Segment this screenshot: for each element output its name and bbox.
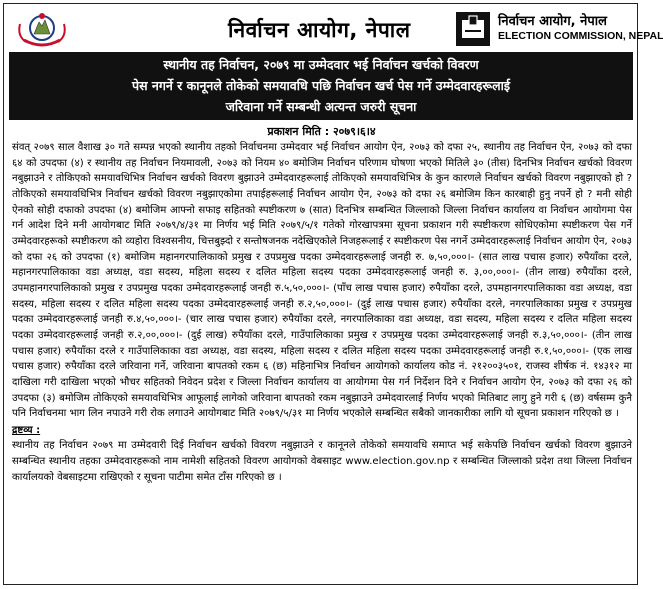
banner-line-1: स्थानीय तह निर्वाचन, २०७९ मा उम्मेदवार भई निर्वाचन खर्चको विवरण	[163, 57, 479, 72]
nepal-emblem-icon	[14, 10, 70, 50]
election-commission-logo-icon	[456, 12, 490, 46]
notice-body	[12, 140, 632, 485]
banner-line-3: जरिवाना गर्ने सम्बन्धी अत्यन्त जरुरी सूचना	[225, 99, 417, 114]
logo-text-english: ELECTION COMMISSION, NEPAL	[498, 30, 663, 42]
note-paragraph: स्थानीय तह निर्वाचन २०७९ मा उम्मेदवारी दिई निर्वाचन खर्चको विवरण नबुझाउने र कानूनले तोकेको समयावधि समाप्त भई सकेपछि निर्वाचन खर्चको विवरण बुझाउने सम्बन्धित स्थानीय तहका उम्मेदवारहरूको नाम नामेशी सहितको विवरण आयोगको वेबसाइट www.election.gov.np र सम्बन्धित जिल्लाको प्रदेश तथा जिल्ला निर्वाचन कार्यालयको वेबसाइटमा राखिएको र सूचना पाटीमा समेत टाँस गरिएको छ ।	[12, 440, 632, 483]
main-paragraph: संवत् २०७९ साल वैशाख ३० गते सम्पन्न भएको स्थानीय तहको निर्वाचनमा उम्मेदवार भई निर्वाचन आयोग ऐन, २०७३ को दफा २५, स्थानीय तह निर्वाचन ऐन, २०७३ को दफा ६४ को उपदफा (४) र स्थानीय तह निर्वाचन नियमावली, २०७३ को नियम ४० बमोजिम निर्वाचन परिणाम घोषणा भएको मितिले ३० (तीस) दिनभित्र निर्वाचन खर्चको विवरण नबुझाउने र तोकिएको समयावधिभित्र निर्वाचन खर्चको विवरण बुझाउने उम्मेदवारहरूलाई तोकिएको समयावधिभित्र के कुन कारणले निर्वाचन खर्चको विवरण नबुझाएको हो ? तोकिएको समयावधिभित्र निर्वाचन खर्चको विवरण नबुझाएकोमा तपाईहरूलाई निर्वाचन आयोग ऐन, २०७३ को दफा २६ बमोजिम किन कारबाही हुनु नपर्ने हो ? मनी सोही ऐनको सोही दफाको उपदफा (४) बमोजिम आफ्नो सफाइ सहितको स्पष्टीकरण ७ (सात) दिनभित्र सम्बन्धित जिल्लाको जिल्ला निर्वाचन कार्यालय वा निर्वाचन आयोगमा पेस गर्न आदेश दिने मनी आयोगबाट मिति २०७९/४/३१ मा निर्णय भई मिति २०७९/५/१ गतेको गोरखापत्रमा सूचना प्रकाशन गरी स्पष्टीकरण सोधिएकोमा स्पष्टीकरण पेस गर्ने उम्मेदवारहरूको स्पष्टीकरण को व्यहोरा विश्वसनीय, चित्तबुझ्दो र सन्तोषजनक नदेखिएकोले निजहरूलाई र स्पष्टीकरण पेस नगर्ने उम्मेदवारहरूलाई निर्वाचन आयोग ऐन, २०७३ को दफा २६ को उपदफा (१) बमोजिम महानगरपालिकाको प्रमुख र उपप्रमुख पदका उम्मेदवारहरूलाई जनही रु. ७,५०,०००।- (सात लाख पचास हजार) रुपैयाँका दरले, महानगरपालिकाका वडा अध्यक्ष, वडा सदस्य, महिला सदस्य र दलित महिला सदस्य पदका उम्मेदवारहरूलाई जनही रु. ३,००,०००।- (तीन लाख) रुपैयाँका दरले, उपमहानगरपालिकाको प्रमुख र उपप्रमुख पदका उम्मेदवारहरूलाई जनही रु.५,५०,०००।- (पाँच लाख पचास हजार) रुपैयाँका दरले, उपमहानगरपालिकाका वडा अध्यक्ष, वडा सदस्य, महिला सदस्य र दलित महिला सदस्य पदका उम्मेदवारहरूलाई जनही रु.२,५०,०००।- (दुई लाख पचास हजार) रुपैयाँका दरले, नगरपालिकाका प्रमुख र उपप्रमुख पदका उम्मेदवारहरूलाई जनही रु.४,५०,०००।- (चार लाख पचास हजार) रुपैयाँका दरले, नगरपालिकाका वडा अध्यक्ष, वडा सदस्य, महिला सदस्य र दलित महिला सदस्य पदका उम्मेदवारहरूलाई जनही रु.२,००,०००।- (दुई लाख) रुपैयाँका दरले, गाउँपालिकाका प्रमुख र उपप्रमुख पदका उम्मेदवारहरूलाई जनही रु.३,५०,०००।- (तीन लाख पचास हजार) रुपैयाँका दरले र गाउँपालिकाका वडा अध्यक्ष, वडा सदस्य, महिला सदस्य र दलित महिला सदस्य पदका उम्मेदवारहरूलाई जनही रु.१,५०,०००।- (एक लाख पचास हजार) रुपैयाँका दरले जरिवाना गर्ने, जरिवाना बापतको रकम ६ (छ) महिनाभित्र निर्वाचन आयोगको कार्यालय कोड नं. २१२००३५०१, राजस्व शीर्षक नं. १४३१२ मा दाखिला गरी दाखिला भएको भौचर सहितको निवेदन प्रदेश र जिल्ला निर्वाचन कार्यालय वा आयोगमा पेस गर्न निर्देशन दिने र निर्वाचन आयोग ऐन, २०७३ को दफा २६ को उपदफा (३) बमोजिम तोकिएको समयावधिभित्र आफूलाई लागेको जरिवाना बापतको रकम नबुझाउने उम्मेदवारलाई निर्णय भएको मितिबाट लागु हुने गरी ६ (छ) वर्षसम्म कुनै पनि निर्वाचनमा भाग लिन नपाउने गरी रोक लगाउने आयोगबाट मिति २०७९/५/३१ मा निर्णय भएकोले सम्बन्धित सबैको जानकारीका लागि यो सूचना प्रकाशन गरिएको छ ।	[12, 142, 632, 420]
notice-header	[8, 8, 663, 52]
note-heading: द्रष्टव्य :	[12, 424, 41, 436]
publish-date: प्रकाशन मिति : २०७९।६।४	[267, 125, 376, 138]
commission-title: निर्वाचन आयोग, नेपाल	[228, 18, 411, 42]
banner-line-2: पेस नगर्ने र कानूनले तोकेको समयावधि पछि निर्वाचन खर्च पेस गर्ने उम्मेदवारहरूलाई	[132, 78, 510, 93]
logo-text-nepali: निर्वाचन आयोग, नेपाल	[498, 14, 607, 29]
notice-banner	[9, 52, 633, 120]
